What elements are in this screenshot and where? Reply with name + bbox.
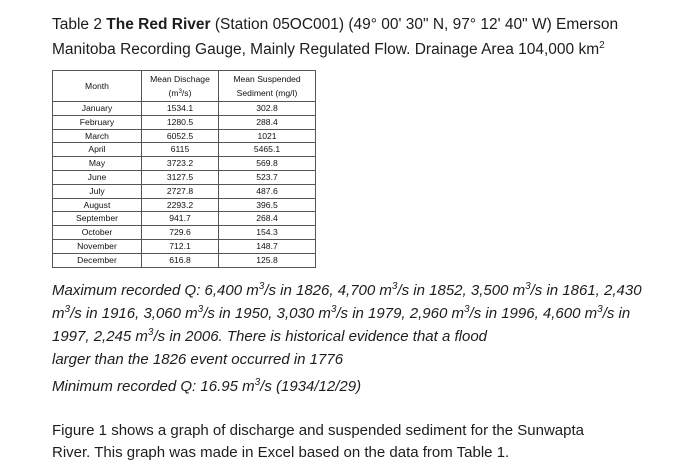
cell-discharge: 3127.5 <box>142 170 219 184</box>
table-row <box>53 253 316 267</box>
maximum-event <box>410 305 543 322</box>
event-value: 2,245 m <box>93 328 148 345</box>
cell-sediment: 302.8 <box>219 102 316 116</box>
event-year: /s in 1861, <box>530 282 605 299</box>
event-year: /s in 1997, <box>52 305 631 345</box>
station-info: (Station 05OC001) (49° 00' 30" N, 97° 12' 40" W) Emerson <box>214 16 619 33</box>
cell-month: July <box>53 184 142 198</box>
table-header-row <box>53 71 316 102</box>
table-row <box>53 102 316 116</box>
event-value: 4,700 m <box>337 282 392 299</box>
maximum-event <box>277 305 410 322</box>
header-sediment-title: Mean Suspended <box>233 74 301 84</box>
maximum-label: Maximum recorded Q: <box>52 282 201 299</box>
event-unit-sup: 3 <box>597 304 603 315</box>
figure-text-line-1: Figure 1 shows a graph of discharge and suspended sediment for the Sunwapta <box>52 422 585 439</box>
area-unit-sup: 2 <box>599 40 605 51</box>
cell-sediment: 154.3 <box>219 226 316 240</box>
cell-discharge: 1280.5 <box>142 115 219 129</box>
cell-discharge: 616.8 <box>142 253 219 267</box>
cell-discharge: 6115 <box>142 143 219 157</box>
event-unit-sup: 3 <box>258 281 265 292</box>
header-discharge-title: Mean Dischage <box>150 74 210 84</box>
cell-sediment: 148.7 <box>219 239 316 253</box>
table-caption <box>52 12 682 62</box>
event-year: /s in 1996, <box>469 305 543 322</box>
cell-sediment: 125.8 <box>219 253 316 267</box>
cell-month: June <box>53 170 142 184</box>
cell-sediment: 487.6 <box>219 184 316 198</box>
maximum-event <box>205 282 338 299</box>
cell-sediment: 569.8 <box>219 157 316 171</box>
event-value: 2,960 m <box>409 305 464 322</box>
flow-notes <box>52 279 652 398</box>
event-unit-sup: 3 <box>463 304 470 315</box>
cell-sediment: 5465.1 <box>219 143 316 157</box>
minimum-value: 16.95 <box>200 378 238 395</box>
maximum-event <box>471 282 604 299</box>
event-value: 4,600 m <box>542 305 598 322</box>
table-row <box>53 157 316 171</box>
cell-month: October <box>53 226 142 240</box>
maximum-event <box>143 305 276 322</box>
header-discharge <box>142 71 219 102</box>
event-year: /s in 1950, <box>203 305 277 322</box>
event-value: 3,500 m <box>470 282 526 299</box>
minimum-date: (1934/12/29) <box>276 378 362 395</box>
header-sediment-unit: Sediment (mg/l) <box>236 88 298 98</box>
cell-discharge: 1534.1 <box>142 102 219 116</box>
cell-sediment: 523.7 <box>219 170 316 184</box>
table-number: Table 2 <box>52 16 102 33</box>
cell-month: August <box>53 198 142 212</box>
event-year: /s in 1826, <box>264 282 338 299</box>
cell-discharge: 2293.2 <box>142 198 219 212</box>
cell-sediment: 268.4 <box>219 212 316 226</box>
historical-evidence: There is historical evidence that a flood <box>226 328 488 345</box>
historical-evidence-2: larger than the 1826 event occurred in 1776 <box>52 351 344 368</box>
river-data-table <box>52 70 316 268</box>
header-month: Month <box>53 71 142 102</box>
table-row <box>53 129 316 143</box>
cell-month: March <box>53 129 142 143</box>
event-unit-sup: 3 <box>330 304 337 315</box>
cell-month: November <box>53 239 142 253</box>
table-row <box>53 115 316 129</box>
cell-discharge: 2727.8 <box>142 184 219 198</box>
cell-discharge: 729.6 <box>142 226 219 240</box>
cell-discharge: 941.7 <box>142 212 219 226</box>
event-unit-sup: 3 <box>197 304 204 315</box>
maximum-recorded-q <box>52 279 652 371</box>
cell-month: December <box>53 253 142 267</box>
event-unit-sup: 3 <box>391 281 398 292</box>
cell-month: February <box>53 115 142 129</box>
maximum-event <box>94 328 223 345</box>
event-unit-sup: 3 <box>147 327 154 338</box>
table-row <box>53 143 316 157</box>
minimum-recorded-q: Minimum recorded Q: 16.95 $m^3/s$ (1934/12/29) <box>52 377 362 395</box>
event-value: 6,400 m <box>204 282 259 299</box>
figure-description <box>52 420 672 464</box>
cell-discharge: 712.1 <box>142 239 219 253</box>
event-year: /s in 1979, <box>336 305 410 322</box>
event-unit-sup: 3 <box>525 281 531 292</box>
table-row <box>53 198 316 212</box>
header-discharge-unit: $(m^3/s)$ <box>168 88 192 98</box>
cell-sediment: 1021 <box>219 129 316 143</box>
figure-text-line-2: River. This graph was made in Excel based on the data from Table 1. <box>52 444 510 461</box>
event-year: /s in 1916, <box>70 305 144 322</box>
caption-line-2 <box>52 37 682 62</box>
event-value: 3,030 m <box>276 305 331 322</box>
table-row <box>53 226 316 240</box>
header-sediment <box>219 71 316 102</box>
event-year: /s in 2006. <box>153 328 223 345</box>
cell-month: September <box>53 212 142 226</box>
cell-sediment: 288.4 <box>219 115 316 129</box>
cell-discharge: 6052.5 <box>142 129 219 143</box>
cell-month: January <box>53 102 142 116</box>
event-value: 2,430 m <box>52 282 642 322</box>
caption-line-1 <box>52 12 682 37</box>
table-row <box>53 212 316 226</box>
gauge-info: Manitoba Recording Gauge, Mainly Regulated Flow. Drainage Area 104,000 km <box>52 41 600 58</box>
cell-month: May <box>53 157 142 171</box>
river-name: The Red River <box>106 16 211 33</box>
table-row <box>53 170 316 184</box>
event-value: 3,060 m <box>143 305 198 322</box>
minimum-label: Minimum recorded Q: <box>52 378 197 395</box>
cell-sediment: 396.5 <box>219 198 316 212</box>
event-unit-sup: 3 <box>64 304 71 315</box>
table-row <box>53 184 316 198</box>
cell-month: April <box>53 143 142 157</box>
maximum-event <box>338 282 471 299</box>
table-row <box>53 239 316 253</box>
event-year: /s in 1852, <box>397 282 471 299</box>
cell-discharge: 3723.2 <box>142 157 219 171</box>
